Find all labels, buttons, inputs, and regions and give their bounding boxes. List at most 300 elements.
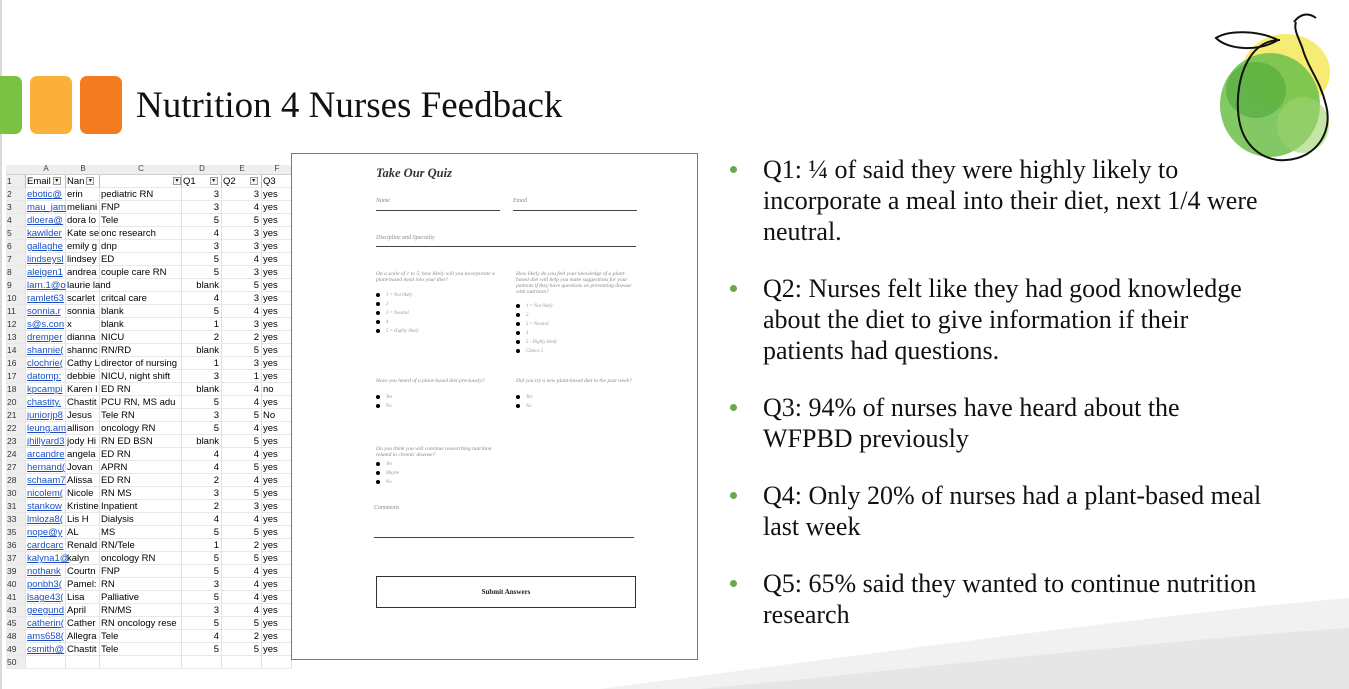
table-cell: scarlet	[66, 292, 100, 305]
table-cell[interactable]: sonnia.r	[26, 305, 66, 318]
table-cell: yes	[262, 292, 292, 305]
table-cell: 3	[222, 292, 262, 305]
row-number: 6	[6, 240, 26, 253]
q3-text: Have you heard of a plant-based diet previously?	[376, 378, 485, 384]
table-cell: 3	[182, 240, 222, 253]
table-cell: Kristine	[67, 501, 99, 512]
table-cell[interactable]: catherin(	[26, 617, 66, 630]
table-cell: 2	[182, 474, 222, 487]
finding-q5: Q5: 65% said they wanted to continue nutrition research	[726, 568, 1266, 630]
table-cell: yes	[262, 643, 292, 656]
quiz-title: Take Our Quiz	[376, 166, 452, 180]
row-number: 1	[6, 175, 26, 188]
table-row	[6, 552, 292, 565]
table-cell: ED RN	[100, 474, 182, 487]
table-cell: 5	[222, 526, 262, 539]
table-cell: yes	[262, 591, 292, 604]
filter-dropdown-icon[interactable]: ▾	[173, 177, 181, 185]
row-number: 28	[6, 474, 26, 487]
table-cell: 3	[182, 201, 222, 214]
discipline-field[interactable]	[376, 246, 636, 247]
table-cell: Lisa	[66, 591, 100, 604]
row-number: 17	[6, 370, 26, 383]
table-cell: lindsey	[66, 253, 100, 266]
table-cell: APRN	[100, 461, 182, 474]
table-cell: laurie land	[67, 280, 111, 291]
table-cell: RN	[100, 578, 182, 591]
radio-option[interactable]: Maybe	[376, 471, 399, 476]
table-cell: andrea	[66, 266, 100, 279]
table-cell	[262, 656, 292, 669]
radio-option[interactable]: 3 = Neutral	[516, 322, 549, 327]
table-cell: RN/Tele	[100, 539, 182, 552]
table-cell: shannc	[66, 344, 100, 357]
row-number: 16	[6, 357, 26, 370]
table-cell: 5	[222, 552, 262, 565]
table-cell: yes	[262, 305, 292, 318]
radio-option[interactable]: 5 = Highly likely	[376, 329, 419, 334]
q2-text: How likely do you feel your knowledge of a plant-based diet will help you make suggestions for your patients if they have questions on preventing disease with nutrition?	[516, 271, 632, 295]
table-cell: 2	[222, 539, 262, 552]
table-cell: Allegra	[66, 630, 100, 643]
table-cell: 3	[182, 578, 222, 591]
table-cell: debbie	[66, 370, 100, 383]
header-discipline[interactable]	[100, 175, 182, 188]
radio-option[interactable]: Choice 2	[516, 349, 543, 354]
table-cell[interactable]: juniorjp8	[26, 409, 66, 422]
table-cell: Jesus	[66, 409, 100, 422]
row-number: 11	[6, 305, 26, 318]
table-cell: RN MS	[100, 487, 182, 500]
row-number: 22	[6, 422, 26, 435]
table-row	[6, 253, 292, 266]
table-cell: 5	[182, 422, 222, 435]
col-letter: D	[199, 164, 205, 173]
table-cell: yes	[262, 214, 292, 227]
comments-field[interactable]	[374, 537, 634, 538]
table-cell: blank	[182, 279, 222, 292]
table-cell: 1	[182, 318, 222, 331]
bullet-icon	[730, 166, 737, 173]
table-cell[interactable]: ebotic@	[26, 188, 66, 201]
table-row	[6, 383, 292, 396]
table-cell: blank	[182, 383, 222, 396]
filter-dropdown-icon[interactable]: ▾	[86, 177, 94, 185]
table-row	[6, 266, 292, 279]
table-cell: RN ED BSN	[100, 435, 182, 448]
table-cell: Renald	[66, 539, 100, 552]
email-field[interactable]	[513, 210, 637, 211]
table-cell: yes	[262, 448, 292, 461]
table-cell: 2	[182, 500, 222, 513]
row-number: 20	[6, 396, 26, 409]
slide-title: Nutrition 4 Nurses Feedback	[136, 85, 563, 126]
table-cell[interactable]: dloera@	[26, 214, 66, 227]
table-cell: yes	[262, 617, 292, 630]
table-cell[interactable]: ramlet63	[26, 292, 66, 305]
table-cell: 3	[222, 188, 262, 201]
table-cell[interactable]: lmloza8(	[26, 513, 66, 526]
table-cell: 5	[182, 266, 222, 279]
table-cell[interactable]: cardcarc	[26, 539, 66, 552]
table-cell: no	[262, 383, 292, 396]
table-cell: NICU	[100, 331, 182, 344]
table-cell[interactable]: jhillyard3	[27, 436, 65, 447]
table-cell[interactable]: kawilder	[26, 227, 66, 240]
table-cell[interactable]: kalyna1@	[27, 553, 70, 564]
table-cell	[100, 279, 182, 292]
table-cell	[222, 656, 262, 669]
table-cell: yes	[262, 526, 292, 539]
table-cell: yes	[262, 344, 292, 357]
header-q1[interactable]: Q1 ▾	[182, 175, 222, 188]
name-label: Name	[376, 198, 390, 204]
table-row	[6, 279, 292, 292]
table-row	[6, 474, 292, 487]
table-row	[6, 292, 292, 305]
table-cell[interactable]: gallaghe	[26, 240, 66, 253]
table-cell: blank	[182, 435, 222, 448]
header-q3[interactable]: Q3	[262, 175, 292, 188]
table-cell: Inpatient	[100, 500, 182, 513]
radio-option[interactable]: 2	[516, 313, 528, 318]
table-cell[interactable]: geegund	[26, 604, 66, 617]
table-cell: critcal care	[100, 292, 182, 305]
table-cell: yes	[262, 487, 292, 500]
table-cell[interactable]: shannie(	[26, 344, 66, 357]
table-cell: 4	[222, 448, 262, 461]
spreadsheet-screenshot	[6, 165, 292, 673]
table-row	[6, 227, 292, 240]
table-cell: dora lo	[66, 214, 100, 227]
table-cell: oncology RN	[100, 422, 182, 435]
table-cell: dianna	[66, 331, 100, 344]
table-cell: emily g	[66, 240, 100, 253]
table-cell[interactable]: dremper	[26, 331, 66, 344]
table-cell: 3	[222, 240, 262, 253]
table-cell: 4	[222, 305, 262, 318]
table-cell: 4	[222, 383, 262, 396]
table-cell: yes	[262, 539, 292, 552]
radio-option[interactable]: 1 = Not likely	[376, 293, 413, 298]
table-cell: 3	[182, 188, 222, 201]
table-cell: Karen I	[66, 383, 100, 396]
table-row	[6, 656, 292, 669]
table-cell: 3	[182, 487, 222, 500]
table-cell: yes	[262, 188, 292, 201]
table-row	[6, 214, 292, 227]
table-cell: 5	[182, 396, 222, 409]
table-cell: 4	[222, 396, 262, 409]
table-cell[interactable]: lindseysl	[26, 253, 66, 266]
table-cell: yes	[262, 513, 292, 526]
table-row	[6, 318, 292, 331]
header-q2[interactable]: Q2 ▾	[222, 175, 262, 188]
table-cell: yes	[262, 461, 292, 474]
table-cell: yes	[262, 357, 292, 370]
finding-q3: Q3: 94% of nurses have heard about the WFPBD previously	[726, 392, 1266, 454]
table-row	[6, 643, 292, 656]
table-cell: ED RN	[100, 383, 182, 396]
table-cell: blank	[182, 344, 222, 357]
table-cell	[66, 656, 100, 669]
table-cell[interactable]: hernand(	[27, 462, 66, 473]
table-cell: 5	[222, 279, 262, 292]
table-cell: RN/MS	[100, 604, 182, 617]
table-cell: yes	[262, 474, 292, 487]
table-row	[6, 409, 292, 422]
table-cell: yes	[262, 370, 292, 383]
table-row	[6, 305, 292, 318]
table-cell: Tele	[100, 643, 182, 656]
row-number: 8	[6, 266, 26, 279]
table-cell[interactable]: nothank	[26, 565, 66, 578]
table-row	[6, 539, 292, 552]
table-cell: 4	[182, 513, 222, 526]
row-number: 27	[6, 461, 26, 474]
table-cell: Nicole	[66, 487, 100, 500]
table-cell: yes	[262, 604, 292, 617]
radio-option[interactable]: Yes	[376, 395, 392, 400]
row-number: 21	[6, 409, 26, 422]
table-cell: 4	[182, 630, 222, 643]
table-cell: yes	[262, 266, 292, 279]
table-cell[interactable]: nicolem(	[26, 487, 66, 500]
table-cell: 5	[222, 487, 262, 500]
row-number: 4	[6, 214, 26, 227]
table-row	[6, 370, 292, 383]
table-cell: sonnia	[66, 305, 100, 318]
table-row	[6, 513, 292, 526]
radio-option[interactable]: No	[376, 480, 392, 485]
row-number: 49	[6, 643, 26, 656]
name-field[interactable]	[376, 210, 500, 211]
table-cell: 5	[182, 305, 222, 318]
row-number: 33	[6, 513, 26, 526]
comments-label: Comments	[374, 505, 400, 511]
row-number: 37	[6, 552, 26, 565]
table-cell: angela	[66, 448, 100, 461]
row-number: 12	[6, 318, 26, 331]
radio-option[interactable]: Yes	[516, 395, 532, 400]
table-cell: yes	[262, 435, 292, 448]
table-cell: Chastit	[66, 643, 100, 656]
row-number: 45	[6, 617, 26, 630]
table-row	[6, 331, 292, 344]
q4-text: Did you try a new plant-based diet in the past week?	[516, 378, 632, 384]
table-row	[6, 526, 292, 539]
table-cell: 3	[222, 357, 262, 370]
table-cell: 2	[222, 331, 262, 344]
table-cell: Kate se	[67, 228, 100, 239]
table-cell: yes	[262, 227, 292, 240]
radio-option[interactable]: 2	[376, 302, 388, 307]
table-cell[interactable]: s@s.con	[27, 319, 65, 330]
table-cell[interactable]: chastity.	[26, 396, 66, 409]
table-row	[6, 578, 292, 591]
table-cell: 4	[222, 513, 262, 526]
filter-dropdown-icon[interactable]: ▾	[250, 177, 258, 185]
table-row	[6, 617, 292, 630]
table-row	[6, 591, 292, 604]
table-cell: 5	[182, 617, 222, 630]
bullet-icon	[730, 404, 737, 411]
table-row	[6, 396, 292, 409]
filter-dropdown-icon[interactable]: ▾	[53, 177, 61, 185]
table-cell[interactable]: aleigen1	[26, 266, 66, 279]
table-cell[interactable]: csmith@	[27, 644, 65, 655]
accent-square-orange	[80, 76, 122, 134]
table-cell: 3	[222, 500, 262, 513]
table-cell: 4	[222, 474, 262, 487]
accent-square-yellow	[30, 76, 72, 134]
table-cell: pediatric RN	[100, 188, 182, 201]
table-cell: 1	[182, 357, 222, 370]
table-cell: ED	[100, 253, 182, 266]
table-cell[interactable]: kpcampi	[26, 383, 66, 396]
radio-option[interactable]: No	[516, 404, 532, 409]
col-letter: C	[138, 164, 144, 173]
radio-option[interactable]: 5 - Highly likely	[516, 340, 557, 345]
table-cell: 5	[182, 643, 222, 656]
table-cell: 5	[222, 461, 262, 474]
table-cell: couple care RN	[100, 266, 182, 279]
row-number: 39	[6, 565, 26, 578]
header-email[interactable]: Email ▾	[26, 175, 66, 188]
bullet-icon	[730, 285, 737, 292]
table-cell: yes	[262, 279, 292, 292]
pear-logo-icon	[1208, 10, 1346, 170]
header-name[interactable]: Nan ▾	[66, 175, 100, 188]
table-cell: MS	[100, 526, 182, 539]
table-cell[interactable]: datomp:	[26, 370, 66, 383]
table-cell: meliani	[66, 201, 100, 214]
table-cell	[26, 656, 66, 669]
col-letter: E	[239, 164, 245, 173]
table-cell: 5	[222, 617, 262, 630]
table-cell: 4	[182, 227, 222, 240]
table-cell: 2	[222, 630, 262, 643]
table-row	[6, 487, 292, 500]
table-cell: yes	[262, 578, 292, 591]
row-number: 30	[6, 487, 26, 500]
radio-option[interactable]: 1 = Not likely	[516, 304, 553, 309]
row-number: 14	[6, 344, 26, 357]
table-cell[interactable]: leung.am	[27, 423, 67, 434]
table-row	[6, 435, 292, 448]
table-cell	[100, 656, 182, 669]
table-cell: erin	[66, 188, 100, 201]
table-cell: dnp	[100, 240, 182, 253]
q1-text: On a scale of 1 to 5, how likely will you incorporate a plant-based meal into your diet?	[376, 271, 495, 283]
table-row	[6, 240, 292, 253]
table-cell: yes	[262, 331, 292, 344]
radio-option[interactable]: 3 = Neutral	[376, 311, 409, 316]
table-cell: 5	[222, 643, 262, 656]
table-cell: 3	[182, 409, 222, 422]
radio-option[interactable]: No	[376, 404, 392, 409]
table-cell[interactable]: larn.1@o	[27, 280, 66, 291]
table-cell: 4	[182, 292, 222, 305]
radio-option[interactable]: Yes	[376, 462, 392, 467]
table-cell: director of nursing	[100, 357, 182, 370]
finding-q1: Q1: ¼ of said they were highly likely to incorporate a meal into their diet, next 1/4 were neutral.	[726, 154, 1266, 247]
bullet-icon	[730, 492, 737, 499]
table-row	[6, 188, 292, 201]
q5-text: Do you think you will continue researching nutrition related to chronic disease?	[376, 446, 492, 458]
table-cell: 5	[182, 591, 222, 604]
table-cell: blank	[100, 305, 182, 318]
table-cell: FNP	[100, 565, 182, 578]
table-cell: 3	[222, 318, 262, 331]
table-cell[interactable]: arcandre	[27, 449, 65, 460]
table-cell: oncology RN	[100, 552, 182, 565]
row-number: 35	[6, 526, 26, 539]
table-cell[interactable]: lsage43(	[26, 591, 66, 604]
row-number: 7	[6, 253, 26, 266]
table-cell: 5	[182, 214, 222, 227]
table-cell: 5	[222, 344, 262, 357]
table-row	[6, 565, 292, 578]
table-cell: 5	[182, 526, 222, 539]
table-cell: Tele	[100, 630, 182, 643]
table-cell[interactable]: schaam7	[27, 475, 66, 486]
table-cell[interactable]: nope@y	[26, 526, 66, 539]
finding-q2: Q2: Nurses felt like they had good knowledge about the diet to give information if their patients had questions.	[726, 273, 1266, 366]
col-letter: B	[80, 164, 86, 173]
table-cell: 5	[182, 552, 222, 565]
filter-dropdown-icon[interactable]: ▾	[210, 177, 218, 185]
table-cell: No	[262, 409, 292, 422]
table-cell: 4	[222, 604, 262, 617]
table-cell: yes	[262, 318, 292, 331]
table-cell[interactable]: clochrie(	[26, 357, 66, 370]
radio-option[interactable]: 4	[516, 331, 528, 336]
table-cell: 4	[222, 253, 262, 266]
table-cell: Jovan	[66, 461, 100, 474]
table-cell: April	[66, 604, 100, 617]
table-cell: 4	[222, 591, 262, 604]
table-cell: RN/RD	[100, 344, 182, 357]
table-cell: Cathy L	[67, 358, 100, 369]
row-number: 3	[6, 201, 26, 214]
table-cell[interactable]: stankow	[26, 500, 66, 513]
table-cell[interactable]: ponbh3(	[26, 578, 66, 591]
table-cell: x	[66, 318, 100, 331]
table-cell: ED RN	[100, 448, 182, 461]
table-cell[interactable]: ams658(	[26, 630, 66, 643]
table-cell: 5	[222, 435, 262, 448]
row-number: 24	[6, 448, 26, 461]
table-cell: 3	[222, 266, 262, 279]
discipline-label: Discipline and Specialty	[376, 235, 435, 241]
table-cell: Courtn	[66, 565, 100, 578]
table-cell[interactable]: mau_jam	[27, 202, 67, 213]
row-number: 10	[6, 292, 26, 305]
table-cell: 2	[182, 331, 222, 344]
table-cell: yes	[262, 240, 292, 253]
findings-list	[726, 154, 1266, 656]
email-label: Email	[513, 198, 528, 204]
submit-answers-button[interactable]: Submit Answers	[376, 576, 636, 608]
table-cell: yes	[262, 500, 292, 513]
row-number: 13	[6, 331, 26, 344]
table-row	[6, 448, 292, 461]
col-letter: A	[43, 164, 49, 173]
table-cell: Alissa	[66, 474, 100, 487]
radio-option[interactable]: 4	[376, 320, 388, 325]
table-cell: 5	[222, 214, 262, 227]
